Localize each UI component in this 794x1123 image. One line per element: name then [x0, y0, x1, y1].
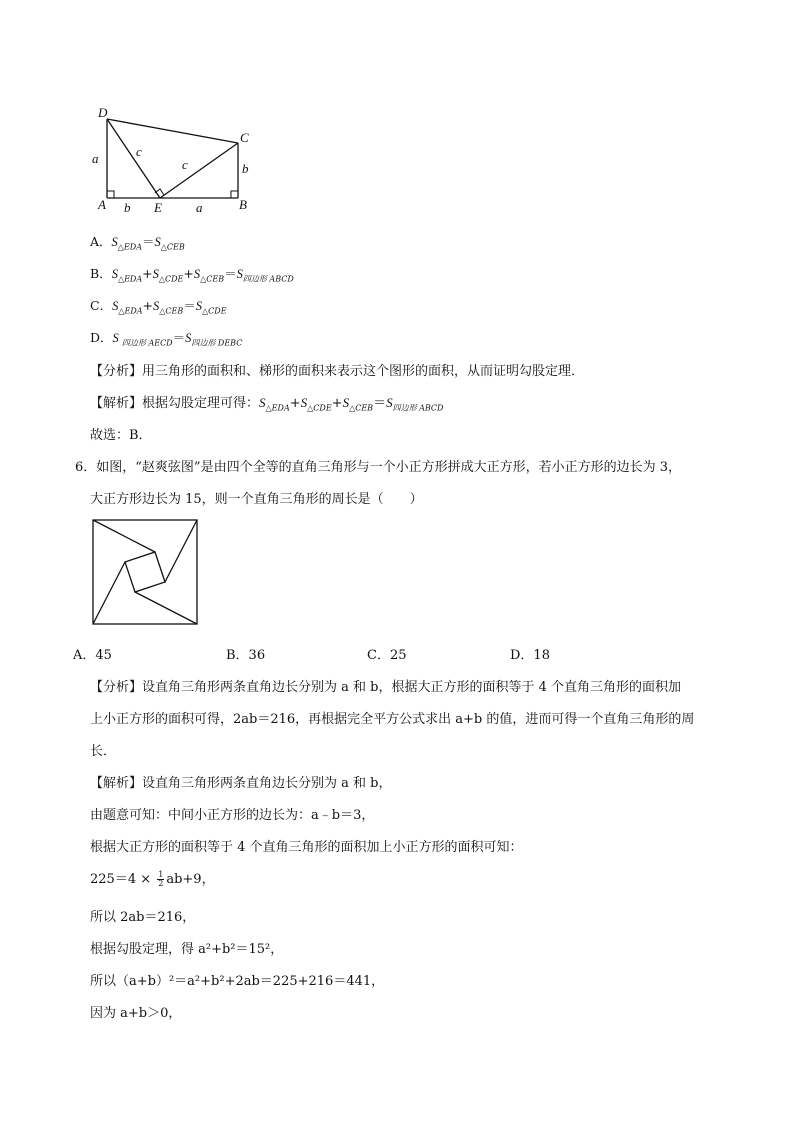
q6-stem-line1: 6．如图，“赵爽弦图”是由四个全等的直角三角形与一个小正方形拼成大正方形，若小正方形的边长为 3，	[75, 460, 681, 475]
label-C: C	[240, 130, 249, 145]
label-c-right: c	[182, 157, 188, 172]
q6-analysis-line1: 【分析】设直角三角形两条直角边长分别为 a 和 b，根据大正方形的面积等于 4 个直角三角形的面积加	[90, 680, 682, 695]
q6-option-c: C．25	[367, 648, 407, 663]
q6-equation-225: 225＝4 × $\frac{1}{2}$ ab+9，	[90, 870, 215, 888]
q6-solution-line3: 根据大正方形的面积等于 4 个直角三角形的面积加上小正方形的面积可知：	[90, 840, 523, 855]
q5-conclusion: 故选：B．	[90, 428, 152, 443]
label-c-left: c	[136, 144, 142, 159]
q5-option-d: D．S $_{四边形 AECD}=S_{四边形 DEBC}$	[90, 330, 243, 348]
label-A: A	[98, 197, 106, 212]
q5-option-a: A．$S_{\triangle EDA}=S_{\triangle CEB}$	[90, 234, 185, 252]
label-E: E	[154, 200, 162, 215]
q6-option-b: B．36	[226, 648, 266, 663]
q5-option-b: B．$S_{\triangle EDA}+S_{\triangle CDE}+S_{\triangle CEB}=S_{四边形 ABCD}$	[90, 266, 294, 284]
q5-solution: 【解析】根据勾股定理可得：$S_{\triangle EDA}+S_{\triangle CDE}+S_{\triangle CEB}=S_{四边形 ABCD}$	[90, 395, 444, 413]
q6-equation-2ab: 所以 2ab＝216，	[90, 910, 196, 925]
label-b-bottom: b	[124, 200, 131, 215]
q5-option-c: C．$S_{\triangle EDA}+S_{\triangle CEB}=S_{\triangle CDE}$	[90, 298, 227, 316]
q6-solution-line1: 【解析】设直角三角形两条直角边长分别为 a 和 b，	[90, 776, 392, 791]
q6-equation-positive: 因为 a+b＞0，	[90, 1006, 182, 1021]
zhao-shuang-figure	[92, 519, 198, 625]
q6-option-d: D．18	[510, 648, 550, 663]
label-D: D	[98, 105, 108, 120]
q5-analysis: 【分析】用三角形的面积和、梯形的面积来表示这个图形的面积，从而证明勾股定理．	[90, 364, 585, 379]
label-a-bottom: a	[196, 200, 203, 215]
q6-analysis-line2: 上小正方形的面积可得，2ab＝216，再根据完全平方公式求出 a+b 的值，进而可得一个直角三角形的周	[90, 712, 695, 727]
fraction-half: $\frac{1}{2}$	[158, 870, 164, 888]
q6-option-a: A．45	[73, 648, 112, 663]
q6-equation-square: 所以（a+b）²＝a²+b²+2ab＝225+216＝441，	[90, 974, 385, 989]
label-B: B	[239, 197, 247, 212]
q6-equation-pythagoras: 根据勾股定理，得 a²+b²＝15²，	[90, 942, 284, 957]
q6-stem-line2: 大正方形边长为 15，则一个直角三角形的周长是（ ）	[90, 492, 423, 507]
q6-analysis-line3: 长．	[90, 744, 117, 759]
trapezoid-figure	[84, 100, 264, 220]
label-a-left: a	[92, 151, 99, 166]
label-b-right: b	[242, 161, 249, 176]
q6-solution-line2: 由题意可知：中间小正方形的边长为：a﹣b＝3，	[90, 808, 375, 823]
